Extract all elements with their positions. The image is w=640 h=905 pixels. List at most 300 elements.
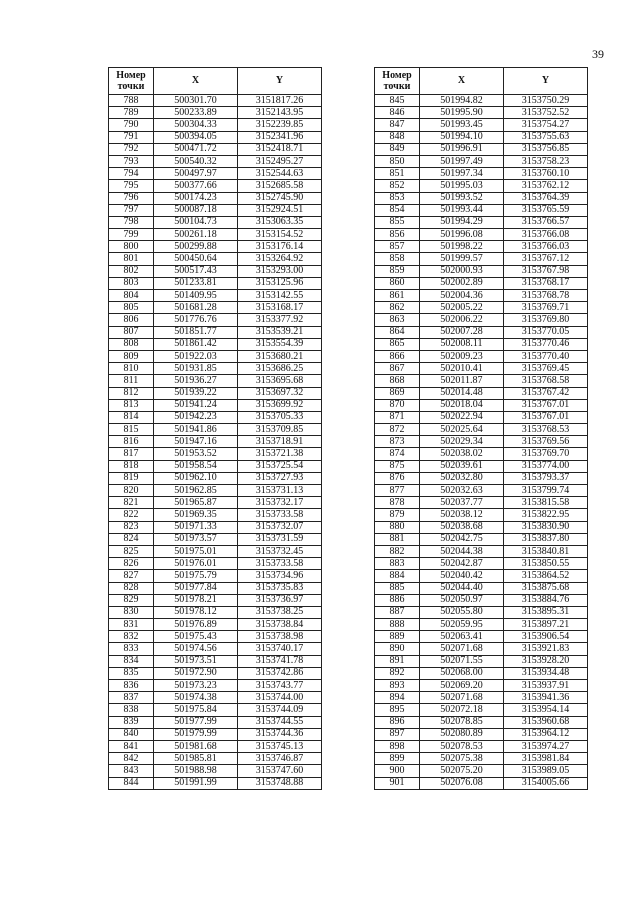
y-cell: 3153738.84 <box>238 619 322 631</box>
x-cell: 502037.77 <box>420 497 504 509</box>
x-cell: 501861.42 <box>154 338 238 350</box>
table-row <box>375 107 588 119</box>
y-cell: 3154005.66 <box>504 777 588 789</box>
table-row <box>109 290 322 302</box>
x-cell: 501975.01 <box>154 545 238 557</box>
x-cell: 502071.68 <box>420 692 504 704</box>
point-number-cell: 823 <box>109 521 154 533</box>
x-cell: 501851.77 <box>154 326 238 338</box>
x-cell: 502071.55 <box>420 655 504 667</box>
table-row <box>375 180 588 192</box>
y-cell: 3153770.40 <box>504 350 588 362</box>
table-row <box>375 192 588 204</box>
y-cell: 3153697.32 <box>238 387 322 399</box>
x-cell: 501931.85 <box>154 363 238 375</box>
x-cell: 500233.89 <box>154 107 238 119</box>
point-number-cell: 873 <box>375 436 420 448</box>
table-row <box>109 399 322 411</box>
point-number-cell: 863 <box>375 314 420 326</box>
point-number-cell: 805 <box>109 302 154 314</box>
point-number-cell: 816 <box>109 436 154 448</box>
x-cell: 501409.95 <box>154 290 238 302</box>
y-cell: 3153766.57 <box>504 216 588 228</box>
point-number-cell: 891 <box>375 655 420 667</box>
x-cell: 502039.61 <box>420 460 504 472</box>
point-number-cell: 795 <box>109 180 154 192</box>
point-number-cell: 884 <box>375 570 420 582</box>
y-cell: 3153554.39 <box>238 338 322 350</box>
table-row <box>375 95 588 107</box>
y-cell: 3153754.27 <box>504 119 588 131</box>
point-number-cell: 876 <box>375 472 420 484</box>
table-row <box>375 521 588 533</box>
y-cell: 3153875.68 <box>504 582 588 594</box>
table-row <box>375 777 588 789</box>
point-number-cell: 861 <box>375 290 420 302</box>
point-number-cell: 893 <box>375 680 420 692</box>
x-cell: 501974.38 <box>154 692 238 704</box>
x-header: X <box>154 68 238 95</box>
x-cell: 502010.41 <box>420 363 504 375</box>
x-cell: 501681.28 <box>154 302 238 314</box>
x-cell: 501993.52 <box>420 192 504 204</box>
table-row <box>375 387 588 399</box>
y-cell: 3153745.13 <box>238 740 322 752</box>
point-number-header-line2: точки <box>383 81 411 92</box>
y-cell: 3153293.00 <box>238 265 322 277</box>
y-cell: 3153727.93 <box>238 472 322 484</box>
point-number-cell: 829 <box>109 594 154 606</box>
point-number-cell: 827 <box>109 570 154 582</box>
x-cell: 502007.28 <box>420 326 504 338</box>
x-cell: 501981.68 <box>154 740 238 752</box>
x-cell: 501941.86 <box>154 424 238 436</box>
table-row <box>109 363 322 375</box>
point-number-cell: 900 <box>375 765 420 777</box>
table-row <box>375 363 588 375</box>
table-row <box>109 131 322 143</box>
point-number-cell: 817 <box>109 448 154 460</box>
x-cell: 502022.94 <box>420 411 504 423</box>
y-cell: 3153539.21 <box>238 326 322 338</box>
table-row <box>375 485 588 497</box>
y-cell: 3153732.45 <box>238 545 322 557</box>
point-number-cell: 848 <box>375 131 420 143</box>
point-number-cell: 799 <box>109 229 154 241</box>
y-cell: 3152685.58 <box>238 180 322 192</box>
point-number-cell: 895 <box>375 704 420 716</box>
y-cell: 3153766.08 <box>504 229 588 241</box>
x-cell: 501776.76 <box>154 314 238 326</box>
y-cell: 3153734.96 <box>238 570 322 582</box>
x-cell: 501997.49 <box>420 155 504 167</box>
table-row <box>375 497 588 509</box>
point-number-cell: 896 <box>375 716 420 728</box>
point-number-cell: 901 <box>375 777 420 789</box>
y-cell: 3153377.92 <box>238 314 322 326</box>
table-row <box>375 155 588 167</box>
x-cell: 501962.10 <box>154 472 238 484</box>
table-row <box>375 131 588 143</box>
x-cell: 502008.11 <box>420 338 504 350</box>
table-row <box>109 241 322 253</box>
y-cell: 3153897.21 <box>504 619 588 631</box>
table-row <box>109 204 322 216</box>
y-cell: 3153769.80 <box>504 314 588 326</box>
point-number-cell: 820 <box>109 485 154 497</box>
table-row <box>375 350 588 362</box>
table-row <box>375 631 588 643</box>
y-cell: 3153755.63 <box>504 131 588 143</box>
table-row <box>109 277 322 289</box>
point-number-cell: 802 <box>109 265 154 277</box>
y-cell: 3153895.31 <box>504 606 588 618</box>
y-cell: 3153743.77 <box>238 680 322 692</box>
table-row <box>109 485 322 497</box>
point-number-cell: 851 <box>375 168 420 180</box>
table-row <box>375 204 588 216</box>
point-number-cell: 807 <box>109 326 154 338</box>
table-row <box>375 326 588 338</box>
x-cell: 500450.64 <box>154 253 238 265</box>
x-cell: 502080.89 <box>420 728 504 740</box>
y-cell: 3153981.84 <box>504 753 588 765</box>
x-cell: 500087.18 <box>154 204 238 216</box>
x-cell: 501936.27 <box>154 375 238 387</box>
y-cell: 3153762.12 <box>504 180 588 192</box>
point-number-cell: 804 <box>109 290 154 302</box>
point-number-cell: 825 <box>109 545 154 557</box>
table-row <box>109 509 322 521</box>
point-number-cell: 831 <box>109 619 154 631</box>
y-cell: 3153884.76 <box>504 594 588 606</box>
y-cell: 3153830.90 <box>504 521 588 533</box>
y-cell: 3153718.91 <box>238 436 322 448</box>
table-row <box>375 704 588 716</box>
x-cell: 501972.90 <box>154 667 238 679</box>
x-cell: 502076.08 <box>420 777 504 789</box>
y-cell: 3153768.78 <box>504 290 588 302</box>
x-cell: 501996.08 <box>420 229 504 241</box>
point-number-cell: 883 <box>375 558 420 570</box>
point-number-cell: 844 <box>109 777 154 789</box>
x-cell: 501985.81 <box>154 753 238 765</box>
table-row <box>109 740 322 752</box>
point-number-cell: 857 <box>375 241 420 253</box>
table-row <box>375 253 588 265</box>
point-number-cell: 880 <box>375 521 420 533</box>
table-row <box>109 107 322 119</box>
y-cell: 3153154.52 <box>238 229 322 241</box>
y-cell: 3153738.25 <box>238 606 322 618</box>
x-cell: 502032.63 <box>420 485 504 497</box>
point-number-cell: 828 <box>109 582 154 594</box>
x-cell: 502040.42 <box>420 570 504 582</box>
table-row <box>375 375 588 387</box>
x-cell: 501942.23 <box>154 411 238 423</box>
y-cell: 3153733.58 <box>238 558 322 570</box>
x-cell: 501953.52 <box>154 448 238 460</box>
table-row <box>109 472 322 484</box>
x-cell: 501975.84 <box>154 704 238 716</box>
x-cell: 502009.23 <box>420 350 504 362</box>
table-row <box>375 399 588 411</box>
table-row <box>109 424 322 436</box>
table-row <box>375 229 588 241</box>
table-row <box>109 350 322 362</box>
point-number-cell: 797 <box>109 204 154 216</box>
point-number-cell: 788 <box>109 95 154 107</box>
point-number-cell: 866 <box>375 350 420 362</box>
table-row <box>375 655 588 667</box>
y-cell: 3153741.78 <box>238 655 322 667</box>
x-cell: 501991.99 <box>154 777 238 789</box>
point-number-cell: 830 <box>109 606 154 618</box>
table-header-row <box>109 68 322 95</box>
table-row <box>109 643 322 655</box>
table-row <box>109 521 322 533</box>
coordinates-table-left <box>108 67 322 790</box>
point-number-cell: 811 <box>109 375 154 387</box>
x-cell: 502055.80 <box>420 606 504 618</box>
point-number-cell: 792 <box>109 143 154 155</box>
point-number-cell: 878 <box>375 497 420 509</box>
y-cell: 3153695.68 <box>238 375 322 387</box>
point-number-cell: 877 <box>375 485 420 497</box>
point-number-cell: 791 <box>109 131 154 143</box>
table-row <box>109 728 322 740</box>
point-number-cell: 868 <box>375 375 420 387</box>
point-number-cell: 882 <box>375 545 420 557</box>
x-cell: 501939.22 <box>154 387 238 399</box>
point-number-cell: 887 <box>375 606 420 618</box>
point-number-cell: 860 <box>375 277 420 289</box>
point-number-cell: 897 <box>375 728 420 740</box>
x-cell: 501994.82 <box>420 95 504 107</box>
point-number-cell: 856 <box>375 229 420 241</box>
y-cell: 3153766.03 <box>504 241 588 253</box>
x-cell: 502059.95 <box>420 619 504 631</box>
x-cell: 502063.41 <box>420 631 504 643</box>
y-cell: 3153815.58 <box>504 497 588 509</box>
table-row <box>375 582 588 594</box>
table-row <box>109 253 322 265</box>
x-cell: 502050.97 <box>420 594 504 606</box>
x-cell: 502011.87 <box>420 375 504 387</box>
table-row <box>109 216 322 228</box>
point-number-cell: 815 <box>109 424 154 436</box>
x-cell: 501998.22 <box>420 241 504 253</box>
coordinates-table-right <box>374 67 588 790</box>
y-cell: 3153850.55 <box>504 558 588 570</box>
table-row <box>109 594 322 606</box>
table-row <box>109 692 322 704</box>
y-cell: 3152239.85 <box>238 119 322 131</box>
table-row <box>375 216 588 228</box>
table-row <box>375 265 588 277</box>
point-number-cell: 879 <box>375 509 420 521</box>
y-cell: 3153752.52 <box>504 107 588 119</box>
x-cell: 502078.85 <box>420 716 504 728</box>
point-number-cell: 855 <box>375 216 420 228</box>
x-cell: 502025.64 <box>420 424 504 436</box>
point-number-cell: 806 <box>109 314 154 326</box>
point-number-cell: 834 <box>109 655 154 667</box>
y-cell: 3153709.85 <box>238 424 322 436</box>
y-cell: 3153725.54 <box>238 460 322 472</box>
y-cell: 3153765.59 <box>504 204 588 216</box>
x-cell: 500301.70 <box>154 95 238 107</box>
y-cell: 3153974.27 <box>504 740 588 752</box>
point-number-cell: 874 <box>375 448 420 460</box>
x-cell: 502000.93 <box>420 265 504 277</box>
table-row <box>375 509 588 521</box>
point-number-cell: 886 <box>375 594 420 606</box>
x-cell: 501962.85 <box>154 485 238 497</box>
y-cell: 3153744.00 <box>238 692 322 704</box>
x-cell: 502038.02 <box>420 448 504 460</box>
y-cell: 3153769.56 <box>504 436 588 448</box>
x-cell: 501973.23 <box>154 680 238 692</box>
x-cell: 500299.88 <box>154 241 238 253</box>
point-number-cell: 889 <box>375 631 420 643</box>
x-cell: 501977.99 <box>154 716 238 728</box>
x-cell: 500377.66 <box>154 180 238 192</box>
point-number-cell: 812 <box>109 387 154 399</box>
table-row <box>109 168 322 180</box>
x-cell: 500394.05 <box>154 131 238 143</box>
x-cell: 502042.87 <box>420 558 504 570</box>
y-cell: 3153770.05 <box>504 326 588 338</box>
y-cell: 3153750.29 <box>504 95 588 107</box>
y-cell: 3153769.70 <box>504 448 588 460</box>
table-row <box>109 302 322 314</box>
point-number-cell: 885 <box>375 582 420 594</box>
y-cell: 3153699.92 <box>238 399 322 411</box>
x-cell: 501979.99 <box>154 728 238 740</box>
y-header: Y <box>504 68 588 95</box>
y-cell: 3153928.20 <box>504 655 588 667</box>
table-row <box>375 290 588 302</box>
point-number-cell: 832 <box>109 631 154 643</box>
table-row <box>375 411 588 423</box>
table-row <box>109 777 322 789</box>
table-row <box>109 631 322 643</box>
point-number-cell: 790 <box>109 119 154 131</box>
y-cell: 3152418.71 <box>238 143 322 155</box>
point-number-header <box>375 68 420 95</box>
x-cell: 501969.35 <box>154 509 238 521</box>
y-cell: 3153744.36 <box>238 728 322 740</box>
point-number-cell: 841 <box>109 740 154 752</box>
y-cell: 3153767.12 <box>504 253 588 265</box>
y-cell: 3153767.01 <box>504 399 588 411</box>
y-cell: 3153063.35 <box>238 216 322 228</box>
point-number-cell: 824 <box>109 533 154 545</box>
point-number-cell: 798 <box>109 216 154 228</box>
x-cell: 502044.40 <box>420 582 504 594</box>
x-cell: 501993.45 <box>420 119 504 131</box>
point-number-cell: 833 <box>109 643 154 655</box>
point-number-cell: 870 <box>375 399 420 411</box>
point-number-cell: 818 <box>109 460 154 472</box>
x-cell: 501965.87 <box>154 497 238 509</box>
table-row <box>109 582 322 594</box>
y-cell: 3153733.58 <box>238 509 322 521</box>
table-row <box>375 436 588 448</box>
point-number-cell: 881 <box>375 533 420 545</box>
y-cell: 3153989.05 <box>504 765 588 777</box>
x-cell: 501995.90 <box>420 107 504 119</box>
y-cell: 3153744.09 <box>238 704 322 716</box>
point-number-cell: 838 <box>109 704 154 716</box>
y-cell: 3153744.55 <box>238 716 322 728</box>
x-cell: 501947.16 <box>154 436 238 448</box>
y-cell: 3153768.58 <box>504 375 588 387</box>
table-row <box>109 704 322 716</box>
y-cell: 3152341.96 <box>238 131 322 143</box>
point-number-cell: 840 <box>109 728 154 740</box>
table-row <box>109 716 322 728</box>
y-cell: 3153732.07 <box>238 521 322 533</box>
x-cell: 500497.97 <box>154 168 238 180</box>
x-cell: 502006.22 <box>420 314 504 326</box>
y-cell: 3153960.68 <box>504 716 588 728</box>
table-row <box>109 765 322 777</box>
table-row <box>375 119 588 131</box>
y-cell: 3153768.53 <box>504 424 588 436</box>
table-row <box>375 680 588 692</box>
point-number-cell: 837 <box>109 692 154 704</box>
point-number-cell: 808 <box>109 338 154 350</box>
y-cell: 3153736.97 <box>238 594 322 606</box>
point-number-cell: 789 <box>109 107 154 119</box>
table-row <box>375 448 588 460</box>
x-cell: 501233.81 <box>154 277 238 289</box>
table-row <box>109 680 322 692</box>
y-cell: 3153264.92 <box>238 253 322 265</box>
y-cell: 3153837.80 <box>504 533 588 545</box>
table-row <box>109 497 322 509</box>
x-cell: 501973.57 <box>154 533 238 545</box>
x-cell: 501973.51 <box>154 655 238 667</box>
table-row <box>109 411 322 423</box>
table-row <box>375 472 588 484</box>
y-cell: 3153840.81 <box>504 545 588 557</box>
x-cell: 502004.36 <box>420 290 504 302</box>
point-number-cell: 839 <box>109 716 154 728</box>
y-cell: 3153767.42 <box>504 387 588 399</box>
table-row <box>109 326 322 338</box>
y-cell: 3153176.14 <box>238 241 322 253</box>
x-cell: 502014.48 <box>420 387 504 399</box>
table-row <box>375 594 588 606</box>
table-row <box>375 302 588 314</box>
y-cell: 3153705.33 <box>238 411 322 423</box>
y-cell: 3153742.86 <box>238 667 322 679</box>
table-row <box>375 765 588 777</box>
y-cell: 3153768.17 <box>504 277 588 289</box>
y-cell: 3153799.74 <box>504 485 588 497</box>
table-row <box>109 460 322 472</box>
point-number-cell: 836 <box>109 680 154 692</box>
y-cell: 3153748.88 <box>238 777 322 789</box>
table-row <box>375 168 588 180</box>
y-cell: 3153732.17 <box>238 497 322 509</box>
y-cell: 3153764.39 <box>504 192 588 204</box>
table-row <box>375 277 588 289</box>
table-row <box>375 667 588 679</box>
